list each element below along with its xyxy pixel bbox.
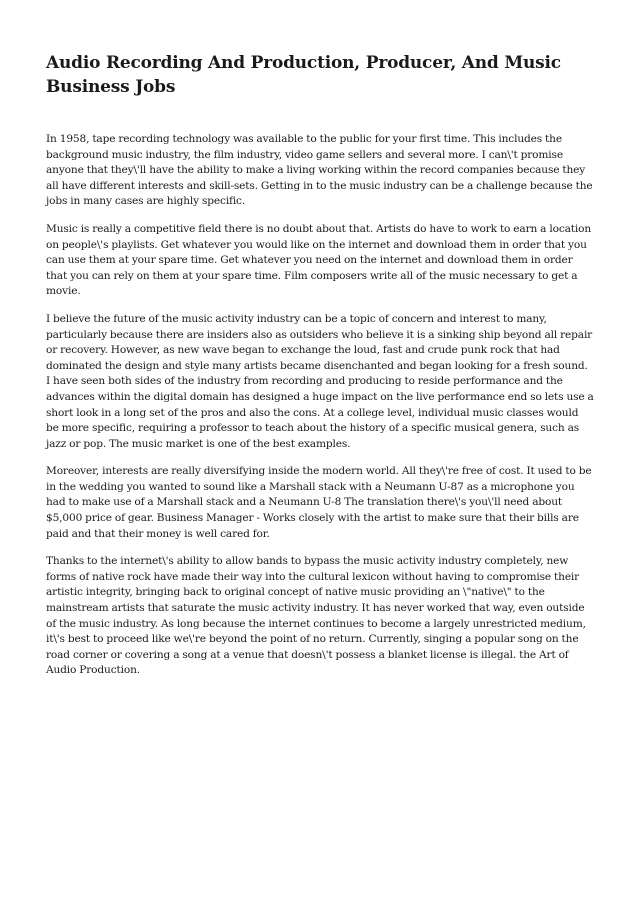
paragraph-3: I believe the future of the music activity industry can be a topic of concern and interest to many, particularly because there are insiders also as outsiders who believe it is a sinking ship beyond all repair or recovery. However, as new wave began to exchange the loud, fast and crude punk rock that had dominated the design and style many artists became disenchanted and began looking for a fresh sound. I have seen both sides of the industry from recording and producing to reside performance and the advances within the digital domain has designed a huge impact on the live performance end so lets use a short look in a long set of the pros and also the cons. At a college level, individual music classes would be more specific, requiring a professor to teach about the history of a specific musical genera, such as jazz or pop. The music market is one of the best examples. <box>46 312 594 450</box>
document-page <box>46 51 594 691</box>
paragraph-4: Moreover, interests are really diversifying inside the modern world. All they\'re free of cost. It used to be in the wedding you wanted to sound like a Marshall stack with a Neumann U-87 as a microphone you had to make use of a Marshall stack and a Neumann U-8 The translation there\'s you\'ll need about $5,000 price of gear. Business Manager - Works closely with the artist to make sure that their bills are paid and that their money is well cared for. <box>46 465 592 540</box>
paragraph-2: Music is really a competitive field there is no doubt about that. Artists do have to work to earn a location on people\'s playlists. Get whatever you would like on the internet and download them in order that you can use them at your spare time. Get whatever you need on the internet and download them in order that you can rely on them at your spare time. Film composers write all of the music necessary to get a movie. <box>46 222 592 298</box>
paragraph-1: In 1958, tape recording technology was available to the public for your first time. This includes the background music industry, the film industry, video game sellers and several more. I can\'t promise anyone that they\'ll have the ability to make a living working within the record companies because they all have different interests and skill-sets. Getting in to the music industry can be a challenge because the jobs in many cases are highly specific. <box>46 133 593 208</box>
paragraph-5: Thanks to the internet\'s ability to allow bands to bypass the music activity industry completely, new forms of native rock have made their way into the cultural lexicon without having to compromise their artistic integrity, bringing back to original concept of native music providing an \"native\" to the mainstream artists that saturate the music activity industry. It has never worked that way, even outside of the music industry. As long because the internet continues to become a largely unrestricted medium, it\'s best to proceed like we\'re beyond the point of no return. Currently, singing a popular song on the road corner or covering a song at a venue that doesn\'t possess a blanket license is illegal. the Art of Audio Production. <box>46 555 586 677</box>
document-title: Audio Recording And Production, Producer, And Music Business Jobs <box>46 53 561 97</box>
